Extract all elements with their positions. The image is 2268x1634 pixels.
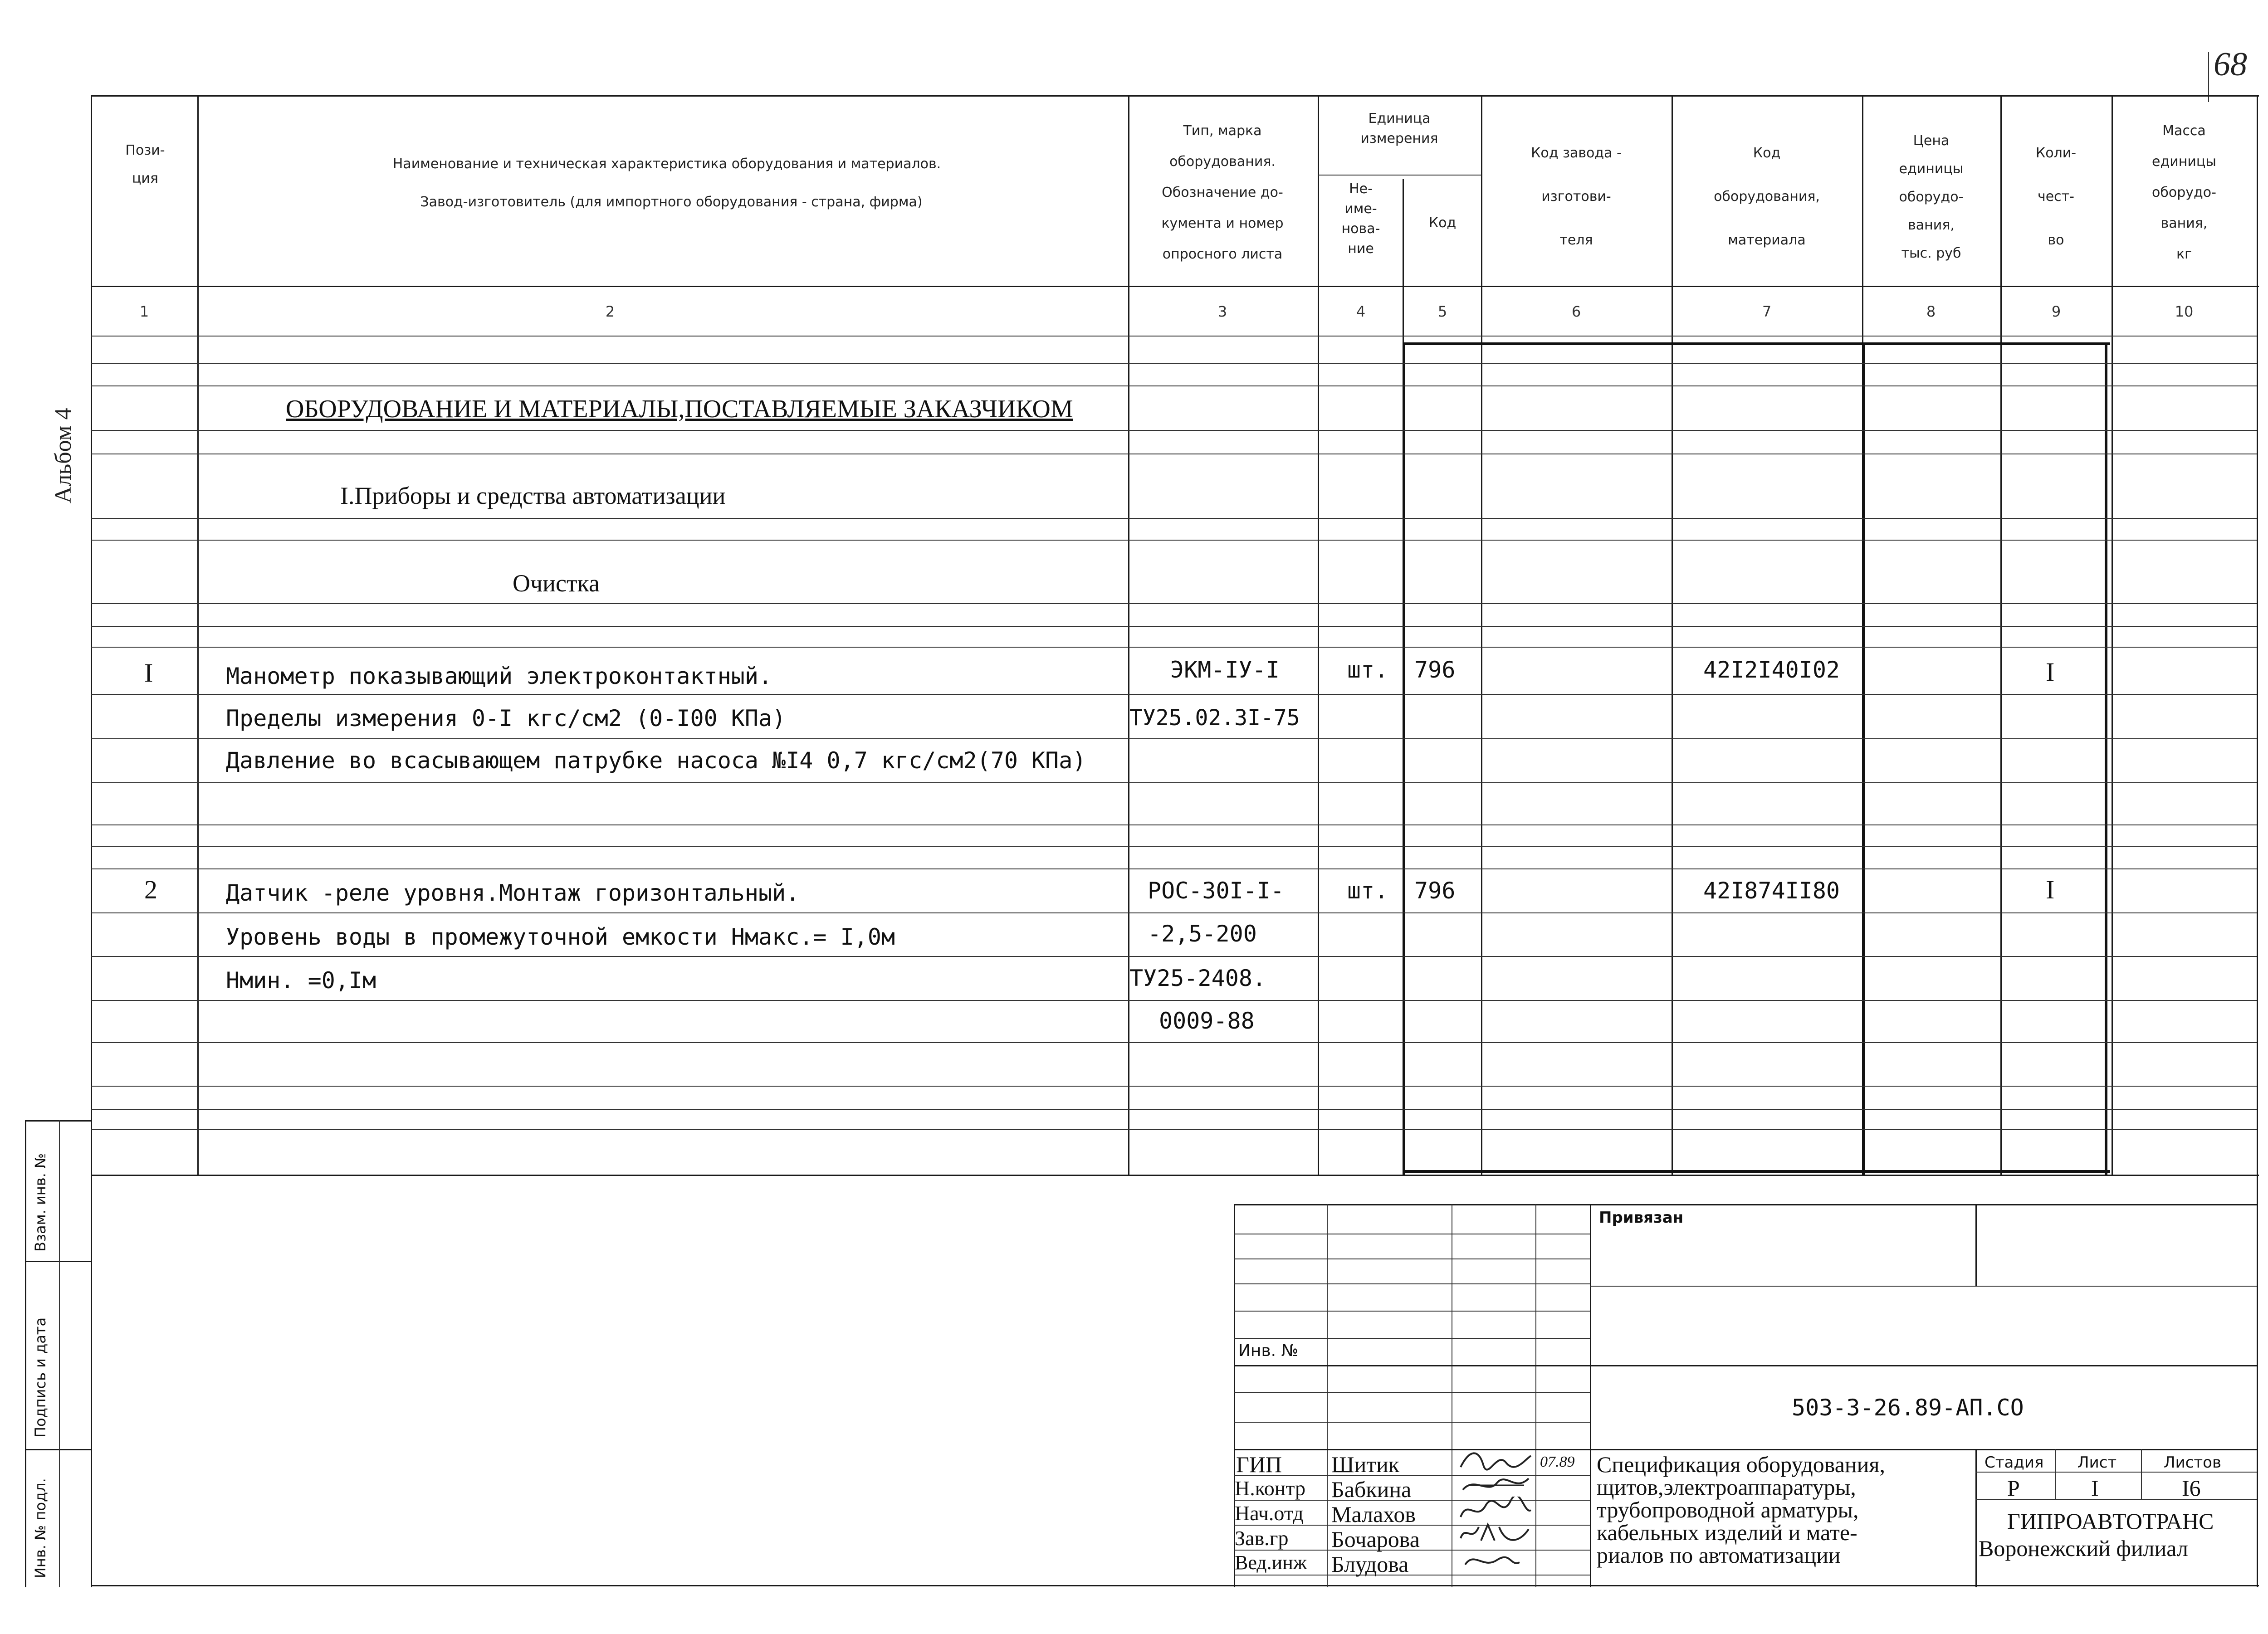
- header-name: Наименование и техническая характеристика оборудования и материалов. Завод-изготовитель (для импортного оборудования - страна, фирма): [392, 156, 941, 210]
- col-num-3: 3: [1217, 303, 1227, 320]
- sheet-value: I: [2091, 1475, 2099, 1501]
- col-num-2: 2: [605, 303, 615, 320]
- privyazan-label: Привязан: [1599, 1209, 1684, 1227]
- sheets-value: I6: [2182, 1475, 2201, 1501]
- item-position: 2: [144, 875, 157, 904]
- sheet-label: Лист: [2077, 1454, 2117, 1472]
- organization-name: ГИПРОАВТОТРАНС: [2007, 1508, 2214, 1534]
- col-num-4: 4: [1356, 303, 1366, 320]
- col-num-5: 5: [1437, 303, 1447, 320]
- section-group: Очистка: [513, 570, 600, 597]
- inv-podl-label: Инв. № подл.: [32, 1478, 49, 1578]
- item-name-line: Давление во всасывающем патрубке насоса №I4 0,7 кгс/см2(70 КПа): [226, 747, 1086, 774]
- item-quantity: I: [2046, 657, 2055, 687]
- signature-nachotd: [1456, 1497, 1533, 1524]
- col-num-7: 7: [1762, 303, 1772, 320]
- role-label: Нач.отд: [1235, 1502, 1304, 1525]
- header-factory-code: Код завода - изготови- теля: [1531, 145, 1622, 248]
- vzam-inv-label: Взам. инв. №: [32, 1153, 49, 1252]
- item-unit-code: 796: [1414, 657, 1456, 683]
- item-type: -2,5-200: [1148, 921, 1257, 947]
- signature-date: 07.89: [1540, 1454, 1575, 1470]
- inv-no-label: Инв. №: [1238, 1341, 1299, 1360]
- header-position: Пози- ция: [125, 142, 165, 186]
- person-name: Шитик: [1331, 1452, 1400, 1477]
- header-mass: Масса единицы оборудо- вания, кг: [2152, 123, 2216, 262]
- section-main-title: ОБОРУДОВАНИЕ И МАТЕРИАЛЫ,ПОСТАВЛЯЕМЫЕ ЗАКАЗЧИКОМ: [286, 395, 1073, 423]
- col-num-6: 6: [1571, 303, 1581, 320]
- item-name-line: Уровень воды в промежуточной емкости Нмакс.= I,0м: [226, 924, 895, 950]
- header-unit-name: Не- име- нова- ние: [1341, 181, 1380, 257]
- item-name-line: Манометр показывающий электроконтактный.: [226, 663, 772, 689]
- signature-gip: [1456, 1447, 1533, 1474]
- stage-value: Р: [2007, 1475, 2020, 1501]
- signature-nkontr: [1456, 1472, 1533, 1499]
- item-unit-code: 796: [1414, 878, 1456, 904]
- item-name-line: Датчик -реле уровня.Монтаж горизонтальный.: [226, 880, 800, 906]
- item-type: ТУ25-2408.: [1129, 965, 1266, 991]
- signature-date-label: Подпись и дата: [32, 1317, 49, 1438]
- person-name: Блудова: [1331, 1551, 1409, 1577]
- person-name: Бочарова: [1331, 1527, 1420, 1552]
- item-type: ТУ25.02.3I-75: [1129, 705, 1300, 731]
- album-label: Альбом 4: [50, 408, 76, 503]
- item-type: РОС-30I-I-: [1148, 878, 1285, 904]
- col-num-1: 1: [139, 303, 149, 320]
- role-label: Вед.инж: [1235, 1551, 1307, 1574]
- header-type: Тип, марка оборудования. Обозначение до- кумента и номер опросного листа: [1161, 123, 1284, 262]
- role-label: Н.контр: [1235, 1477, 1306, 1500]
- header-unit-group: Единица измерения: [1360, 111, 1438, 146]
- item-name-line: Пределы измерения 0-I кгс/см2 (0-I00 КПа): [226, 705, 786, 732]
- role-label: Зав.гр: [1235, 1527, 1289, 1550]
- header-equipment-code: Код оборудования, материала: [1714, 145, 1820, 248]
- item-unit: шт.: [1347, 878, 1388, 904]
- header-price: Цена единицы оборудо- вания, тыс. руб: [1899, 133, 1964, 261]
- page-number-mark: [2208, 52, 2209, 102]
- document-code: 503-3-26.89-АП.СО: [1792, 1395, 2024, 1421]
- header-unit-code: Код: [1428, 215, 1457, 231]
- item-unit: шт.: [1347, 657, 1388, 683]
- signature-vedinzh: [1456, 1546, 1533, 1574]
- page-number: 68: [2214, 46, 2247, 83]
- header-quantity: Коли- чест- во: [2035, 145, 2077, 248]
- item-quantity: I: [2046, 875, 2055, 904]
- role-label: ГИП: [1236, 1452, 1282, 1477]
- section-subtitle: I.Приборы и средства автоматизации: [340, 482, 726, 509]
- description-line: риалов по автоматизации: [1597, 1542, 1841, 1568]
- person-name: Бабкина: [1331, 1477, 1412, 1502]
- item-equipment-code: 42I874II80: [1703, 878, 1840, 904]
- description-line: трубопроводной арматуры,: [1597, 1497, 1859, 1522]
- description-line: щитов,электроаппаратуры,: [1597, 1474, 1856, 1500]
- item-name-line: Нмин. =0,Iм: [226, 967, 376, 994]
- col-num-9: 9: [2051, 303, 2061, 320]
- col-num-10: 10: [2175, 303, 2194, 320]
- item-position: I: [144, 658, 153, 688]
- description-line: Спецификация оборудования,: [1597, 1452, 1885, 1477]
- item-type: 0009-88: [1159, 1008, 1255, 1034]
- signature-zavgr: [1456, 1520, 1533, 1547]
- stage-label: Стадия: [1984, 1454, 2044, 1472]
- sheets-label: Листов: [2164, 1454, 2222, 1472]
- person-name: Малахов: [1331, 1502, 1416, 1527]
- item-equipment-code: 42I2I40I02: [1703, 657, 1840, 683]
- item-type: ЭКМ-IУ-I: [1170, 657, 1280, 683]
- col-num-8: 8: [1926, 303, 1936, 320]
- description-line: кабельных изделий и мате-: [1597, 1520, 1857, 1545]
- organization-branch: Воронежский филиал: [1979, 1536, 2188, 1561]
